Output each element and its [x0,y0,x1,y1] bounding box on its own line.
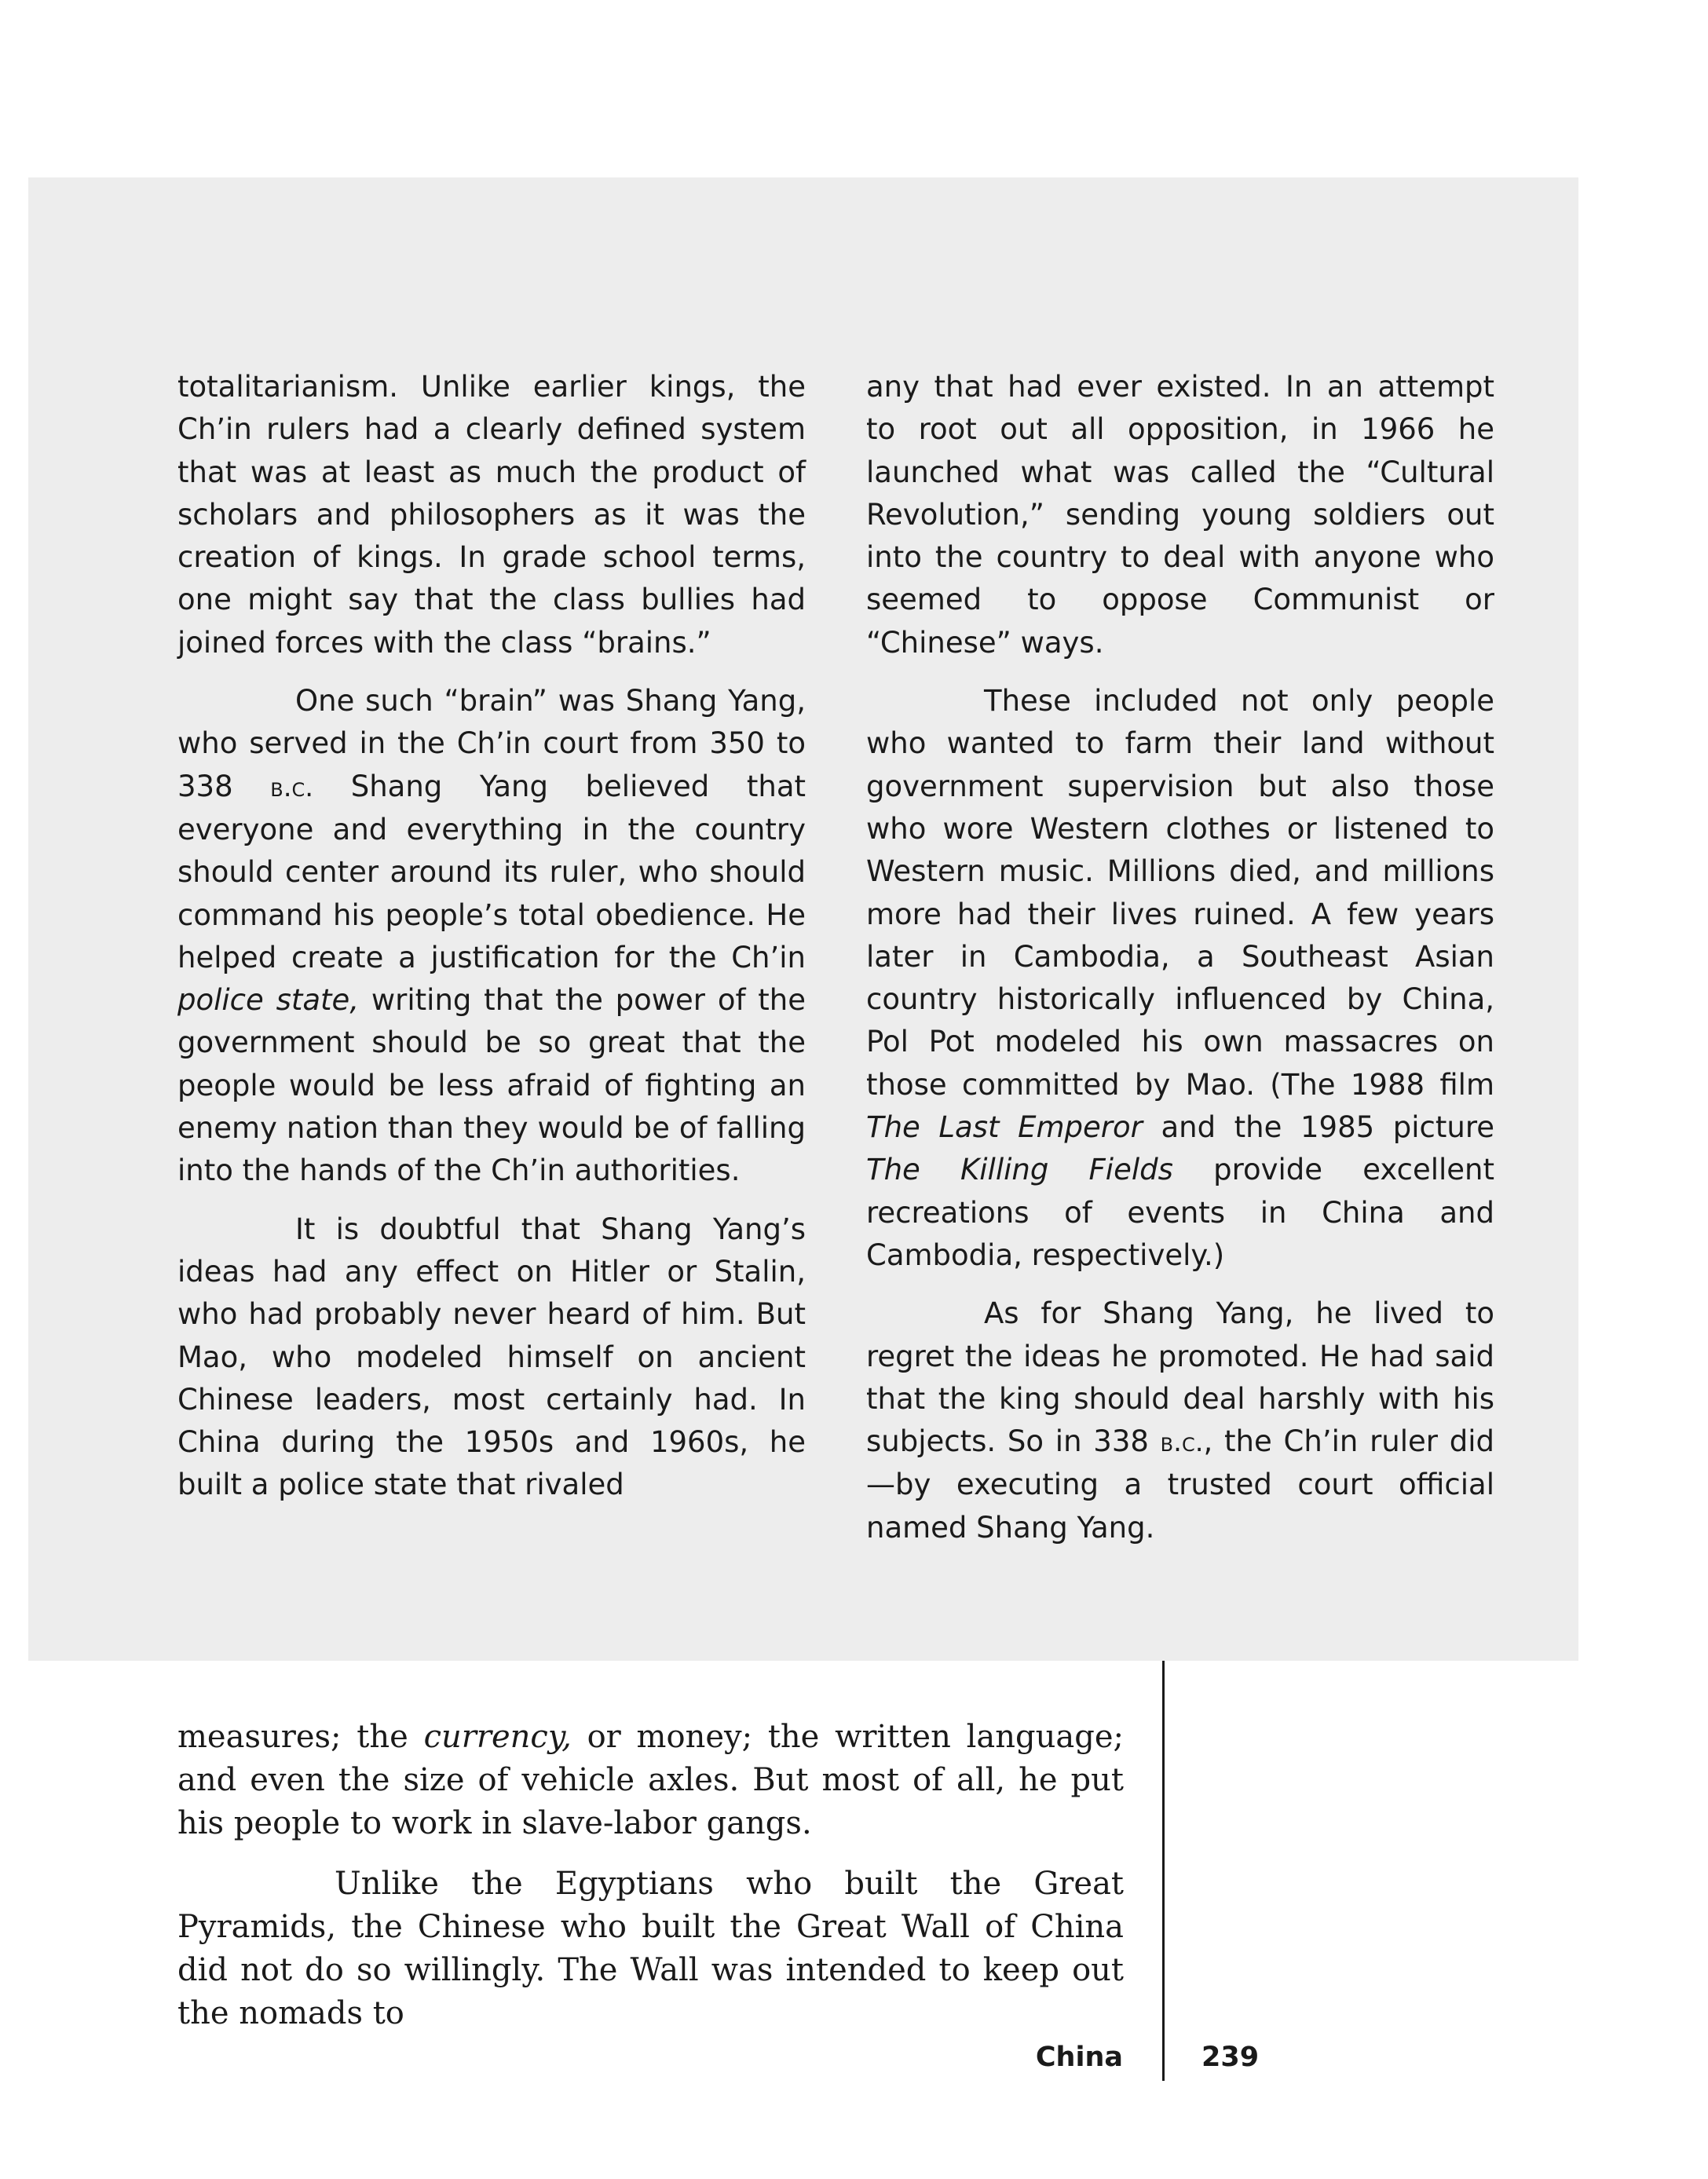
running-footer-section: China [1035,2042,1123,2073]
sidebar-paragraph [866,366,1494,664]
sidebar-paragraph [177,1208,806,1507]
film-title: The Last Emperor [866,1110,1143,1145]
paragraph-text: totalitarianism. Unlike earlier kings, the Ch’in rulers had a clearly defined system that was at least as much the product of scholars and philosophers as it was the creation of kings. In grade school terms, one might say that the class bullies had joined forces with the class “brains.” [177,370,806,660]
film-title: The Killing Fields [866,1153,1173,1187]
italic-term: currency, [423,1719,572,1755]
paragraph-text: Unlike the Egyptians who built the Great Pyramids, the Chinese who built the Great Wall of China did not do so willingly. The Wall was intended to keep out the nomads to [177,1866,1124,2031]
paragraph-text: or money; the written language; and even the size of vehicle axles. But most of all, he put his people to work in slave-labor gangs. [177,1719,1124,1841]
footer-divider-rule [1162,1661,1165,2081]
paragraph-text: and the 1985 picture [1161,1110,1494,1145]
main-body-text [177,1716,1124,2053]
paragraph-text: It is doubtful that Shang Yang’s ideas had any effect on Hitler or Stalin, who had probably never heard of him. But Mao, who modeled himself on ancient Chinese leaders, most certainly had. In China during the 1950s and 1960s, he built a police state that rivaled [177,1212,806,1502]
body-paragraph [177,1863,1124,2035]
paragraph-text: any that had ever existed. In an attempt to root out all opposition, in 1966 he launched what was called the “Cultural Revolution,” sending young soldiers out into the country to deal with anyone who seemed to oppose Communist or “Chinese” ways. [866,370,1494,660]
sidebar-paragraph [177,366,806,664]
sidebar-right-column [866,366,1494,1565]
era-abbreviation: b.c. [270,771,314,803]
era-abbreviation: b.c. [1160,1427,1204,1459]
paragraph-text: These included not only people who wanted to farm their land without government supervision but also those who wore Western clothes or listened to Western music. Millions died, and millions more had their lives ruined. A few years later in Cambodia, a Southeast Asian country historically influenced by China, Pol Pot modeled his own massacres on those committed by Mao. (The 1988 film [866,684,1494,1102]
sidebar-left-column [177,366,806,1523]
body-paragraph [177,1716,1124,1845]
paragraph-text: Shang Yang believed that everyone and everything in the country should center around its ruler, who should command his people’s total obedience. He helped create a justification for the Ch’in [177,769,806,974]
paragraph-text: One such “brain” was Shang Yang, who served in the Ch’in court from 350 to 338 [177,684,806,803]
paragraph-text: measures; the [177,1719,408,1755]
paragraph-text: provide excellent recreations of events in China and Cambodia, respectively.) [866,1153,1494,1272]
sidebar-paragraph [866,1292,1494,1549]
paragraph-text: As for Shang Yang, he lived to regret the ideas he promoted. He had said that the king should deal harshly with his subjects. So in 338 [866,1296,1494,1459]
sidebar-paragraph [177,680,806,1193]
page-number: 239 [1201,2042,1260,2073]
italic-term: police state, [177,983,360,1018]
paragraph-text: , the Ch’in ruler did—by executing a trusted court official named Shang Yang. [866,1424,1494,1545]
paragraph-text: writing that the power of the government should be so great that the people would be less afraid of fighting an enemy nation than they would be of falling into the hands of the Ch’in authorities. [177,983,806,1188]
sidebar-paragraph [866,680,1494,1277]
